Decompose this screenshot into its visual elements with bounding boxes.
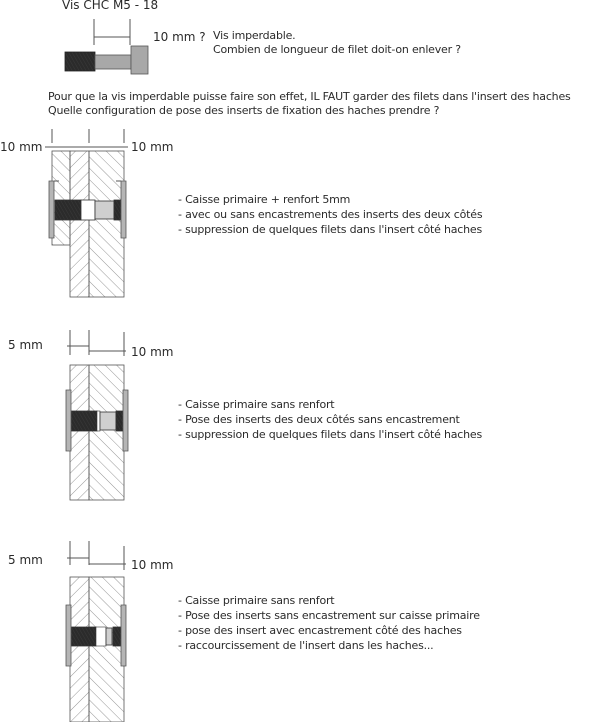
primary-box-wall	[70, 577, 89, 722]
config-2-dim-left: 5 mm	[8, 338, 43, 352]
config-2-dim-right: 10 mm	[131, 345, 174, 359]
screw-gap	[96, 627, 106, 646]
screw-shank	[95, 55, 131, 69]
config-3-note-1: - Caisse primaire sans renfort	[178, 594, 335, 607]
primary-box-wall	[70, 365, 89, 500]
insert-left	[70, 627, 96, 646]
config-3-dim-right: 10 mm	[131, 558, 174, 572]
screw-diagram	[65, 19, 148, 74]
screw-shank-section	[100, 412, 116, 430]
config-3-diagram	[66, 541, 126, 722]
screw-gap	[97, 411, 100, 431]
bracket-right	[123, 390, 128, 451]
config-1-note-2: - avec ou sans encastrements des inserts des deux côtés	[178, 208, 483, 221]
config-1-note-3: - suppression de quelques filets dans l'insert côté haches	[178, 223, 483, 236]
config-3-dim-left: 5 mm	[8, 553, 43, 567]
insert-right	[113, 627, 121, 646]
haches-wall	[89, 151, 124, 297]
intro-line2: Quelle configuration de pose des inserts de fixation des haches prendre ?	[48, 104, 440, 117]
config-2-note-3: - suppression de quelques filets dans l'insert côté haches	[178, 428, 483, 441]
config-2-diagram	[66, 330, 128, 500]
insert-left	[70, 411, 97, 431]
haches-wall	[89, 577, 124, 722]
screw-shank-section	[95, 201, 114, 219]
screw-head	[131, 46, 148, 74]
config-3-note-4: - raccourcissement de l'insert dans les haches...	[178, 639, 434, 652]
config-2-note-2: - Pose des inserts des deux côtés sans encastrement	[178, 413, 460, 426]
bracket-right	[121, 605, 126, 666]
bracket-left	[49, 181, 54, 238]
config-3-note-2: - Pose des inserts sans encastrement sur caisse primaire	[178, 609, 480, 622]
config-3-note-3: - pose des insert avec encastrement côté des haches	[178, 624, 462, 637]
screw-shank-section	[106, 628, 112, 645]
config-1-dim-left: 10 mm	[0, 140, 43, 154]
config-1-dim-right: 10 mm	[131, 140, 174, 154]
bracket-right	[121, 181, 126, 238]
screw-thread	[65, 52, 95, 71]
insert-left	[55, 200, 81, 220]
config-1-diagram	[45, 129, 128, 297]
primary-box-wall	[70, 151, 89, 297]
config-1-note-1: - Caisse primaire + renfort 5mm	[178, 193, 351, 206]
screw-question-line1: Vis imperdable.	[213, 29, 296, 42]
insert-right	[116, 411, 123, 431]
screw-question-line2: Combien de longueur de filet doit-on enlever ?	[213, 43, 461, 56]
intro-line1: Pour que la vis imperdable puisse faire son effet, IL FAUT garder des filets dans l'insert des haches	[48, 90, 571, 103]
reinforcement-plate	[52, 151, 70, 245]
screw-title: Vis CHC M5 - 18	[62, 0, 159, 12]
bracket-left	[66, 390, 71, 451]
config-2-note-1: - Caisse primaire sans renfort	[178, 398, 335, 411]
haches-wall	[89, 365, 124, 500]
screw-dimension-label: 10 mm ?	[153, 30, 206, 44]
bracket-left	[66, 605, 71, 666]
screw-gap	[81, 200, 95, 220]
